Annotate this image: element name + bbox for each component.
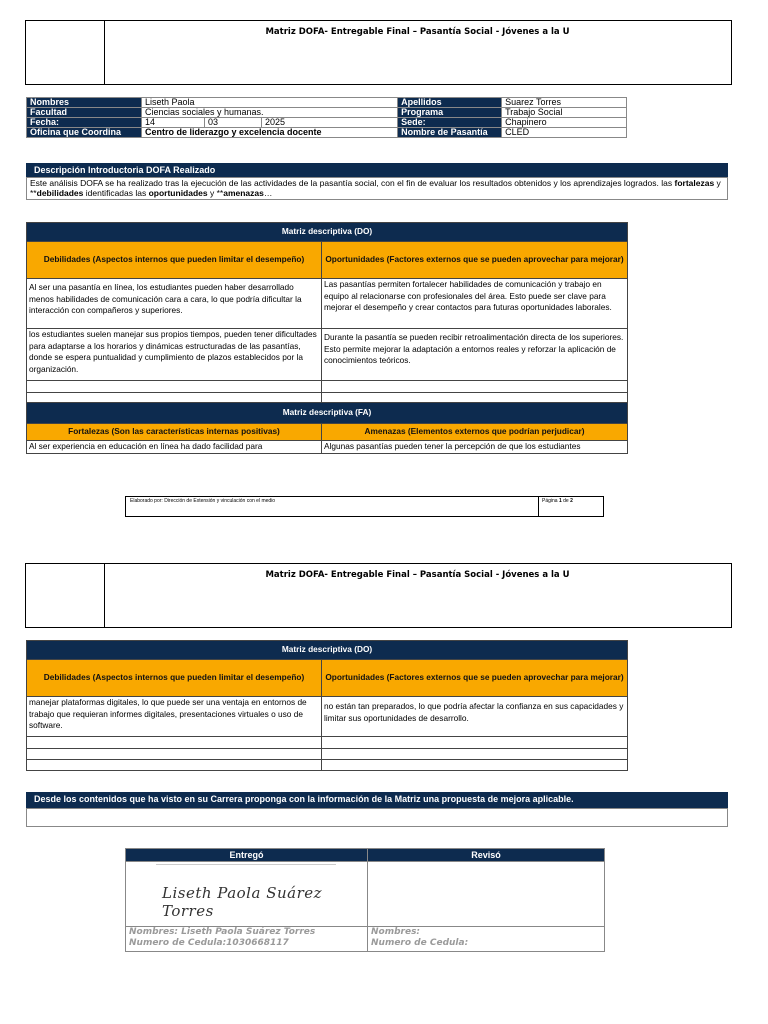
reviso-cedula: Numero de Cedula: [371,938,469,948]
fecha-anio: 2025 [262,118,398,128]
page-current: 1 [558,498,562,504]
signature-line [156,864,336,865]
do-r1-debilidad: Al ser una pasantía en línea, los estudiantes pueden haber desarrollado menos habilidades de comunicación cara a cara, lo que podría dificultar la interacción con compañeros y superiores. [27,279,322,329]
do2-empty-cell [322,749,628,760]
fecha-label: Fecha: [27,118,142,128]
do2-r1-oportunidad: no están tan preparados, lo que podría afectar la confianza en sus capacidades y limitar sus oportunidades de desarrollo. [322,697,628,737]
intro-debilidades: debilidades [36,188,84,198]
page-of: de [561,498,571,504]
page-title: Matriz DOFA- Entregable Final – Pasantía Social - Jóvenes a la U [265,570,570,580]
page2-header [25,563,732,628]
handwritten-signature: Liseth Paola Suárez Torres [162,884,323,920]
do-empty-cell [322,393,628,403]
do2-empty-cell [322,760,628,771]
entrego-details [126,927,368,952]
header-logo-area [26,564,105,627]
entrego-cedula: Numero de Cedula:1030668117 [129,938,289,948]
oficina-label: Oficina que Coordina [27,128,142,138]
intro-fortalezas: fortalezas [674,178,715,188]
do-empty-cell [27,393,322,403]
footer-divider [538,497,539,516]
oficina-value: Centro de liderazgo y excelencia docente [142,128,398,138]
pasantia-value: CLED [502,128,627,138]
programa-label: Programa [398,108,502,118]
matrix-do-title: Matriz descriptiva (DO) [27,223,628,242]
page-number [542,498,573,504]
matrix-do-continued [26,640,628,771]
do-col-oportunidades: Oportunidades (Factores externos que se pueden aprovechar para mejorar) [322,660,628,697]
intro-sep3: y ** [207,188,224,198]
intro-sep4: … [263,188,273,198]
matrix-fa-title: Matriz descriptiva (FA) [27,403,628,424]
signature-area-right[interactable] [368,862,605,927]
facultad-label: Facultad [27,108,142,118]
pasantia-label: Nombre de Pasantía [398,128,502,138]
intro-line1: Este análisis DOFA se ha realizado tras la ejecución de las actividades de la pasantía social, con el fin de evaluar los resultados obtenidos y los aprendizajes logrados. las [30,178,673,188]
fecha-mes: 03 [205,118,262,128]
intro-title: Descripción Introductoria DOFA Realizado [26,163,728,177]
proposal-input[interactable] [26,808,728,827]
page1-header [25,20,732,85]
fecha-dia: 14 [142,118,205,128]
fa-r1-fortaleza: Al ser experiencia en educación en línea ha dado facilidad para [27,441,322,454]
do2-empty-cell [27,760,322,771]
footer-credit: Elaborado por: Dirección de Extensión y vinculación con el medio [130,498,276,504]
nombres-label: Nombres [27,98,142,108]
sede-value: Chapinero [502,118,627,128]
matrix-do-fa [26,222,628,454]
signature-table [125,848,605,952]
info-table [26,97,627,138]
fa-col-amenazas: Amenazas (Elementos externos que podrían perjudicar) [322,424,628,441]
reviso-header: Revisó [368,849,605,862]
page-prefix: Página [542,498,559,504]
page-total: 2 [570,498,573,504]
intro-sep2: identificadas las [83,188,149,198]
intro-amenazas: amenazas [223,188,264,198]
do2-empty-cell [27,749,322,760]
header-logo-area [26,21,105,84]
do-r1-oportunidad: Las pasantías permiten fortalecer habilidades de comunicación y trabajo en equipo al relacionarse con profesionales del área. Esto puede ser clave para mejorar el desempeño y crear contactos para futuras oportunidades laborales. [322,279,628,329]
entrego-nombres: Nombres: Liseth Paola Suárez Torres [129,927,316,937]
do2-empty-cell [322,737,628,749]
do-col-debilidades: Debilidades (Aspectos internos que pueden limitar el desempeño) [27,660,322,697]
fa-col-fortalezas: Fortalezas (Son las características internas positivas) [27,424,322,441]
nombres-value: Liseth Paola [142,98,398,108]
do2-empty-cell [27,737,322,749]
reviso-nombres: Nombres: [371,927,421,937]
apellidos-value: Suarez Torres [502,98,627,108]
page-title: Matriz DOFA- Entregable Final – Pasantía Social - Jóvenes a la U [265,27,570,37]
do-empty-cell [27,381,322,393]
signature-area-left [126,862,368,927]
do-empty-cell [322,381,628,393]
proposal-title: Desde los contenidos que ha visto en su Carrera proponga con la información de la Matriz una propuesta de mejora aplicable. [26,792,728,808]
fa-r1-amenaza: Algunas pasantías pueden tener la percepción de que los estudiantes [322,441,628,454]
reviso-details [368,927,605,952]
do-col-debilidades: Debilidades (Aspectos internos que pueden limitar el desempeño) [27,242,322,279]
entrego-header: Entregó [126,849,368,862]
facultad-value: Ciencias sociales y humanas. [142,108,398,118]
do2-r1-debilidad: manejar plataformas digitales, lo que puede ser una ventaja en entornos de trabajo que requieran informes digitales, presentaciones virtuales o uso de software. [27,697,322,737]
intro-text [26,177,728,200]
do-col-oportunidades: Oportunidades (Factores externos que se pueden aprovechar para mejorar) [322,242,628,279]
intro-sep1: y ** [30,178,721,198]
matrix-do-title: Matriz descriptiva (DO) [27,641,628,660]
intro-oportunidades: oportunidades [148,188,208,198]
apellidos-label: Apellidos [398,98,502,108]
do-r2-debilidad: los estudiantes suelen manejar sus propios tiempos, pueden tener dificultades para adaptarse a los horarios y dinámicas estructuradas de las pasantías, donde se espera puntualidad y cumplimiento de plazos establecidos por la organización. [27,329,322,381]
page-footer [125,496,604,517]
sede-label: Sede: [398,118,502,128]
do-r2-oportunidad: Durante la pasantía se pueden recibir retroalimentación directa de los superiores. Esto permite mejorar la adaptación a entornos reales y reforzar la aplicación de conocimientos teóricos. [322,329,628,381]
programa-value: Trabajo Social [502,108,627,118]
